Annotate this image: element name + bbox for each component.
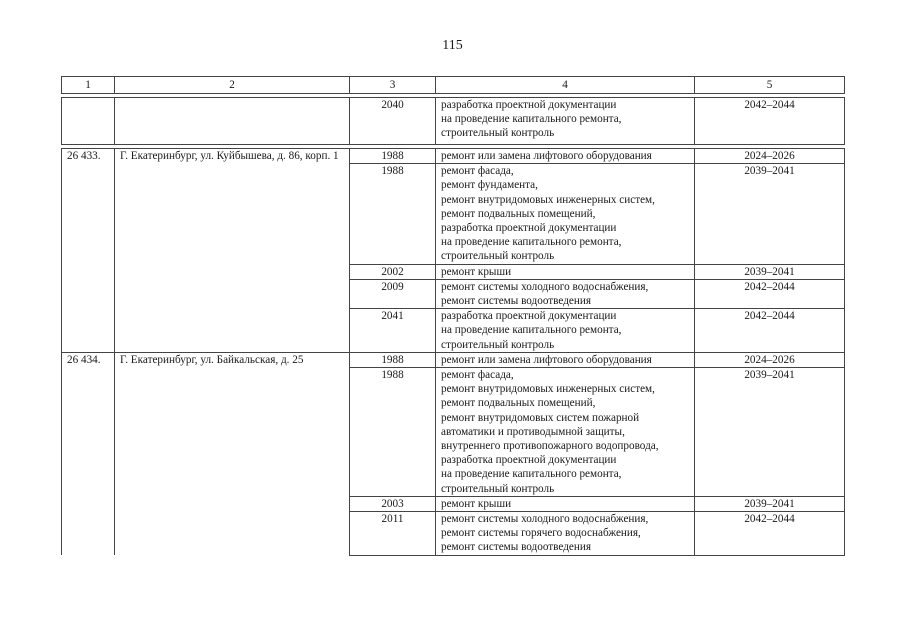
year-cell: 1988	[350, 368, 436, 497]
year-cell: 2011	[350, 512, 436, 556]
period-cell: 2024–2026	[695, 352, 845, 367]
period-cell: 2042–2044	[695, 309, 845, 353]
period-cell: 2039–2041	[695, 164, 845, 264]
column-header-2: 2	[115, 77, 350, 94]
column-header-1: 1	[62, 77, 115, 94]
column-header-4: 4	[436, 77, 695, 94]
year-cell: 1988	[350, 149, 436, 164]
works-cell: ремонт или замена лифтового оборудования	[436, 149, 695, 164]
capital-repair-table	[61, 76, 845, 556]
table-header-row	[62, 77, 845, 94]
period-cell: 2042–2044	[695, 98, 845, 145]
works-cell: ремонт системы холодного водоснабжения, ремонт системы водоотведения	[436, 279, 695, 308]
works-cell: разработка проектной документации на проведение капитального ремонта, строительный контроль	[436, 309, 695, 353]
year-cell: 1988	[350, 352, 436, 367]
entry-number-cell	[62, 98, 115, 145]
year-cell: 2040	[350, 98, 436, 145]
table-row	[62, 352, 845, 367]
period-cell: 2042–2044	[695, 279, 845, 308]
period-cell: 2024–2026	[695, 149, 845, 164]
works-cell: ремонт фасада, ремонт внутридомовых инженерных систем, ремонт подвальных помещений, ремонт внутридомовых систем пожарной автоматики и противодымной защиты, внутреннего противопожарного водопровода, разработка проектной документации на проведение капитального ремонта, строительный контроль	[436, 368, 695, 497]
works-cell: ремонт системы холодного водоснабжения, ремонт системы горячего водоснабжения, ремонт системы водоотведения	[436, 512, 695, 556]
works-cell: ремонт крыши	[436, 264, 695, 279]
works-cell: ремонт крыши	[436, 496, 695, 511]
address-cell: Г. Екатеринбург, ул. Куйбышева, д. 86, корп. 1	[115, 149, 350, 353]
works-cell: разработка проектной документации на проведение капитального ремонта, строительный контроль	[436, 98, 695, 145]
table-row	[62, 149, 845, 164]
year-cell: 2002	[350, 264, 436, 279]
year-cell: 1988	[350, 164, 436, 264]
year-cell: 2009	[350, 279, 436, 308]
year-cell: 2003	[350, 496, 436, 511]
entry-number-cell: 26 433.	[62, 149, 115, 353]
continuation-row	[62, 98, 845, 145]
works-cell: ремонт фасада, ремонт фундамента, ремонт внутридомовых инженерных систем, ремонт подвальных помещений, разработка проектной документации на проведение капитального ремонта, строительный контроль	[436, 164, 695, 264]
column-header-3: 3	[350, 77, 436, 94]
page-number: 115	[442, 38, 463, 53]
year-cell: 2041	[350, 309, 436, 353]
period-cell: 2042–2044	[695, 512, 845, 556]
address-cell: Г. Екатеринбург, ул. Байкальская, д. 25	[115, 352, 350, 555]
period-cell: 2039–2041	[695, 496, 845, 511]
period-cell: 2039–2041	[695, 368, 845, 497]
period-cell: 2039–2041	[695, 264, 845, 279]
column-header-5: 5	[695, 77, 845, 94]
entry-number-cell: 26 434.	[62, 352, 115, 555]
works-cell: ремонт или замена лифтового оборудования	[436, 352, 695, 367]
address-cell	[115, 98, 350, 145]
